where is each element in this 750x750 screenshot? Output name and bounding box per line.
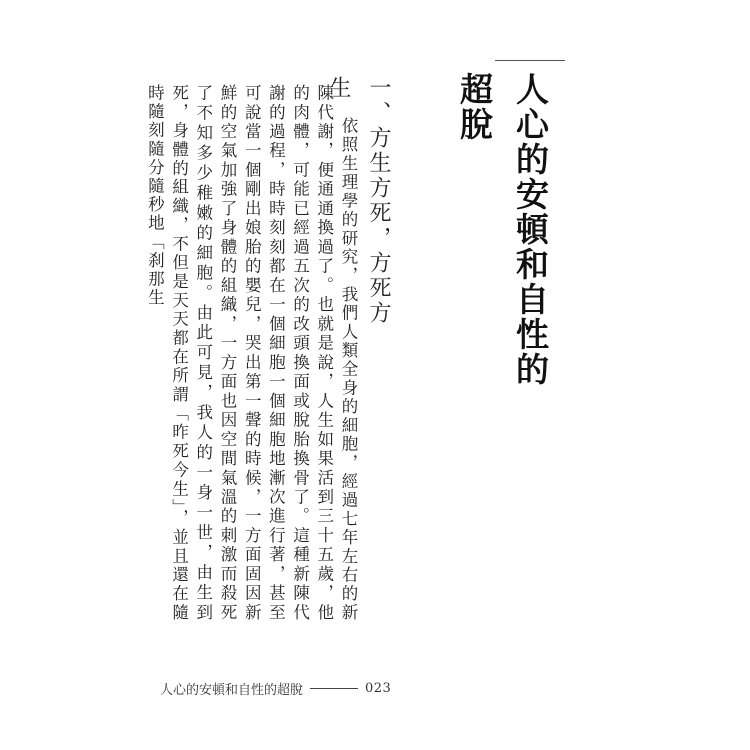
body-paragraph: 依照生理學的研究，我們人類全身的細胞，經過七年左右的新陳代謝，便通通換過了。也就是說，人生如果活到三十五歲，他的肉體，可能已經過五次的改頭換面或脫胎換骨了。這種新陳代謝的過程，時時刻刻都在一個細胞一個細胞地漸次進行著，甚至可說當一個剛出娘胎的嬰兒，哭出第一聲的時候，一方面固因新鮮的空氣加強了身體的組織，一方面也因空間氣溫的刺激而殺死了不知多少稚嫩的細胞。由此可見，我人的一身一世，由生到死，身體的組織，不但是天天都在所謂「昨死今生」，並且還在隨時隨刻隨分隨秒地「刹那生	[145, 84, 358, 622]
page-footer	[160, 678, 391, 698]
running-title: 人心的安頓和自性的超脫	[160, 682, 304, 698]
page-number: 023	[365, 680, 392, 696]
title-rule	[495, 60, 565, 61]
footer-rule	[310, 688, 358, 689]
body-text	[145, 84, 360, 622]
chapter-title: 人心的安頓和自性的超脫	[455, 72, 550, 387]
section-heading: 一、方生方死，方死方生	[326, 76, 391, 326]
